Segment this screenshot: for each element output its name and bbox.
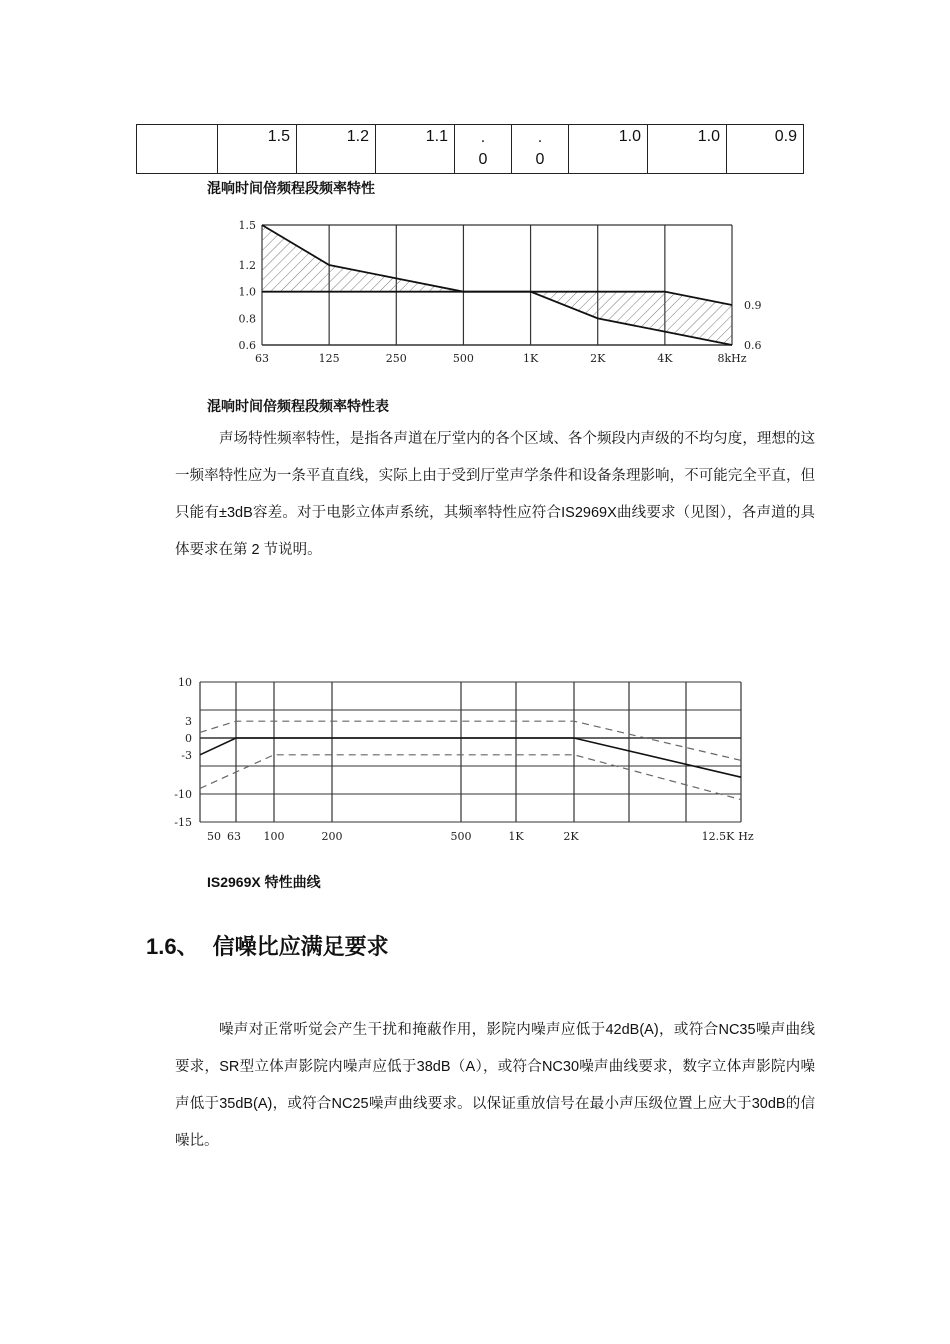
x-tick-label: 63: [255, 352, 269, 365]
x-tick-label: 50: [207, 830, 221, 843]
x-tick-label: 500: [450, 830, 472, 843]
table-cell: [455, 125, 512, 174]
section-heading: [146, 930, 389, 961]
text: ±3dB: [219, 505, 253, 521]
x-tick-label: 250: [385, 352, 407, 365]
y-tick-label: -10: [174, 788, 192, 801]
text: 2: [251, 542, 260, 558]
text: ，或符合: [272, 1096, 332, 1112]
table-cell: 1.0: [648, 125, 727, 174]
text: NC35: [718, 1022, 756, 1038]
chart1-caption: 混响时间倍频程段频率特性: [207, 181, 375, 197]
right-value-label: 0.9: [744, 299, 762, 312]
text: 42dB(A): [605, 1022, 659, 1038]
table-row: [137, 125, 804, 174]
y-tick-label: 0.8: [238, 312, 256, 326]
y-tick-label: 1.2: [238, 259, 256, 272]
text: IS2969X: [561, 505, 617, 521]
x-tick-label: 63: [227, 830, 241, 843]
y-tick-label: 10: [178, 676, 192, 689]
text: 30dB: [751, 1096, 786, 1112]
x-tick-label: 12.5K: [701, 830, 735, 843]
y-tick-label: 0: [185, 732, 192, 745]
y-tick-label: 3: [185, 715, 192, 729]
x-tick-label: 4K: [657, 352, 673, 365]
right-value-label: 0.6: [744, 339, 762, 352]
cell-top: .: [480, 129, 486, 146]
y-tick-label: -3: [181, 748, 192, 762]
table-cell: 1.1: [376, 125, 455, 174]
x-tick-label: Hz: [738, 830, 754, 843]
reverberation-table: [136, 124, 804, 174]
paragraph-frequency-characteristic: [175, 421, 815, 569]
x-tick-label: 200: [321, 830, 343, 843]
text: NC30: [541, 1059, 580, 1075]
paragraph-snr: [175, 1012, 815, 1160]
table-cell: [512, 125, 569, 174]
y-tick-label: 1.0: [238, 285, 256, 299]
table-cell: 1.0: [569, 125, 648, 174]
x-tick-label: 2K: [590, 352, 606, 365]
text: 38dB（A）: [416, 1059, 483, 1075]
text: 噪声曲线要求，: [175, 1022, 816, 1075]
x-tick-label: 1K: [522, 352, 539, 365]
table-cell: 1.5: [218, 125, 297, 174]
x-tick-label: 2K: [563, 830, 579, 843]
text: 容差。对于电影立体声系统，其频率特性应符合: [252, 505, 562, 521]
table-cell: 0.9: [727, 125, 804, 174]
reverberation-chart: [228, 215, 773, 375]
text: 噪声曲线要求，数字立体声影院内噪声低于: [175, 1059, 816, 1112]
x-tick-label: 500: [452, 352, 474, 365]
table-caption: 混响时间倍频程段频率特性表: [207, 399, 389, 415]
text: NC25: [331, 1096, 369, 1112]
chart2-caption: IS2969X 特性曲线: [207, 874, 321, 890]
x-tick-label: 125: [318, 352, 340, 365]
x-tick-label: 8kHz: [717, 352, 747, 365]
text: 的信噪比。: [175, 1096, 816, 1149]
text: 曲线要求（见图），各声道的具体要求在第: [175, 505, 816, 558]
series-line-lower-tolerance: [200, 755, 741, 800]
section-title: 信噪比应满足要求: [212, 935, 389, 960]
hatched-tolerance-area: [262, 225, 732, 345]
cell-bottom: 0: [478, 151, 488, 168]
is2969x-chart: [170, 672, 765, 847]
text: 节说明。: [263, 542, 322, 558]
text: SR: [219, 1059, 240, 1075]
text: 声场特性频率特性，是指各声道在厅堂内的各个区域、各个频段内声级的不均匀度，理想的这一频率特性应为一条平直直线，实际上由于受到厅堂声学条件和设备条理影响，不可能完全平直，但只能有: [175, 431, 815, 521]
x-tick-label: 100: [263, 830, 285, 843]
text: 噪声对正常听觉会产生干扰和掩蔽作用，影院内噪声应低于: [219, 1022, 606, 1038]
text: 噪声曲线要求。以保证重放信号在最小声压级位置上应大于: [368, 1096, 752, 1112]
text: ，或符合: [658, 1022, 719, 1038]
text: 型立体声影院内噪声应低于: [239, 1059, 417, 1075]
y-tick-label: 0.6: [238, 339, 256, 352]
series-line-nominal: [200, 738, 741, 777]
text: ，或符合: [482, 1059, 542, 1075]
cell-bottom: 0: [535, 151, 545, 168]
section-number: 1.6、: [146, 934, 199, 959]
table-cell: [137, 125, 218, 174]
text: 35dB(A): [219, 1096, 273, 1112]
y-tick-label: -15: [174, 816, 192, 829]
table-cell: 1.2: [297, 125, 376, 174]
cell-top: .: [537, 129, 543, 146]
x-tick-label: 1K: [508, 830, 524, 843]
y-tick-label: 1.5: [238, 219, 256, 232]
